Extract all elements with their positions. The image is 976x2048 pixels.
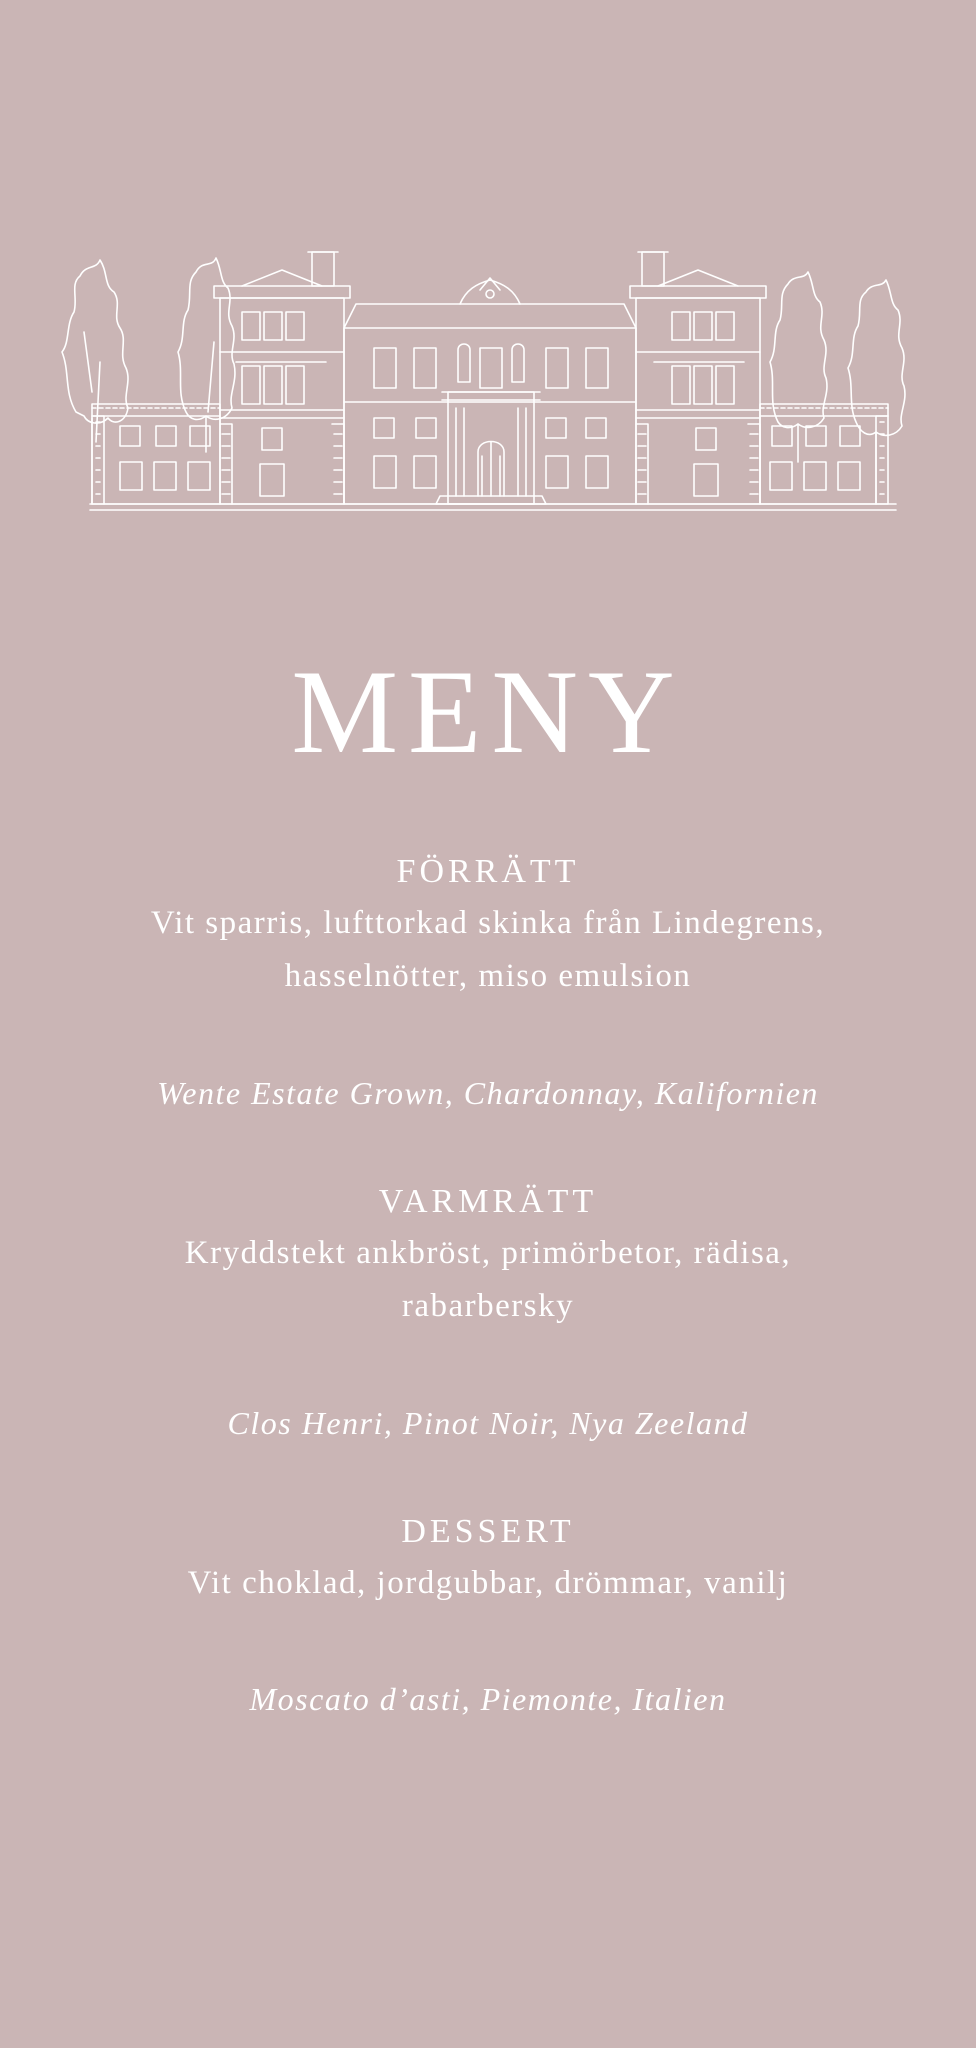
dish-line: Vit choklad, jordgubbar, drömmar, vanilj <box>187 1564 789 1601</box>
wine-pairing: Moscato d’asti, Piemonte, Italien <box>249 1681 727 1717</box>
manor-house-icon <box>56 212 920 522</box>
course-forratt <box>0 852 976 1003</box>
course-heading: VARMRÄTT <box>378 1183 598 1220</box>
dish-line: hasselnötter, miso emulsion <box>284 957 692 994</box>
page-title: MENY <box>291 645 685 778</box>
wine-pairing: Clos Henri, Pinot Noir, Nya Zeeland <box>227 1405 749 1441</box>
course-dessert <box>0 1512 976 1610</box>
course-dish <box>0 1227 976 1333</box>
course-dish <box>0 897 976 1003</box>
dish-line: Kryddstekt ankbröst, primörbetor, rädisa, <box>184 1234 792 1271</box>
dish-line: Vit sparris, lufttorkad skinka från Lindegrens, <box>150 904 826 941</box>
course-heading: DESSERT <box>401 1513 575 1550</box>
course-heading: FÖRRÄTT <box>396 853 580 890</box>
course-varmratt <box>0 1182 976 1333</box>
wine-pairing: Wente Estate Grown, Chardonnay, Kalifornien <box>157 1075 819 1111</box>
dish-line: rabarbersky <box>401 1287 575 1324</box>
course-dish <box>0 1557 976 1610</box>
